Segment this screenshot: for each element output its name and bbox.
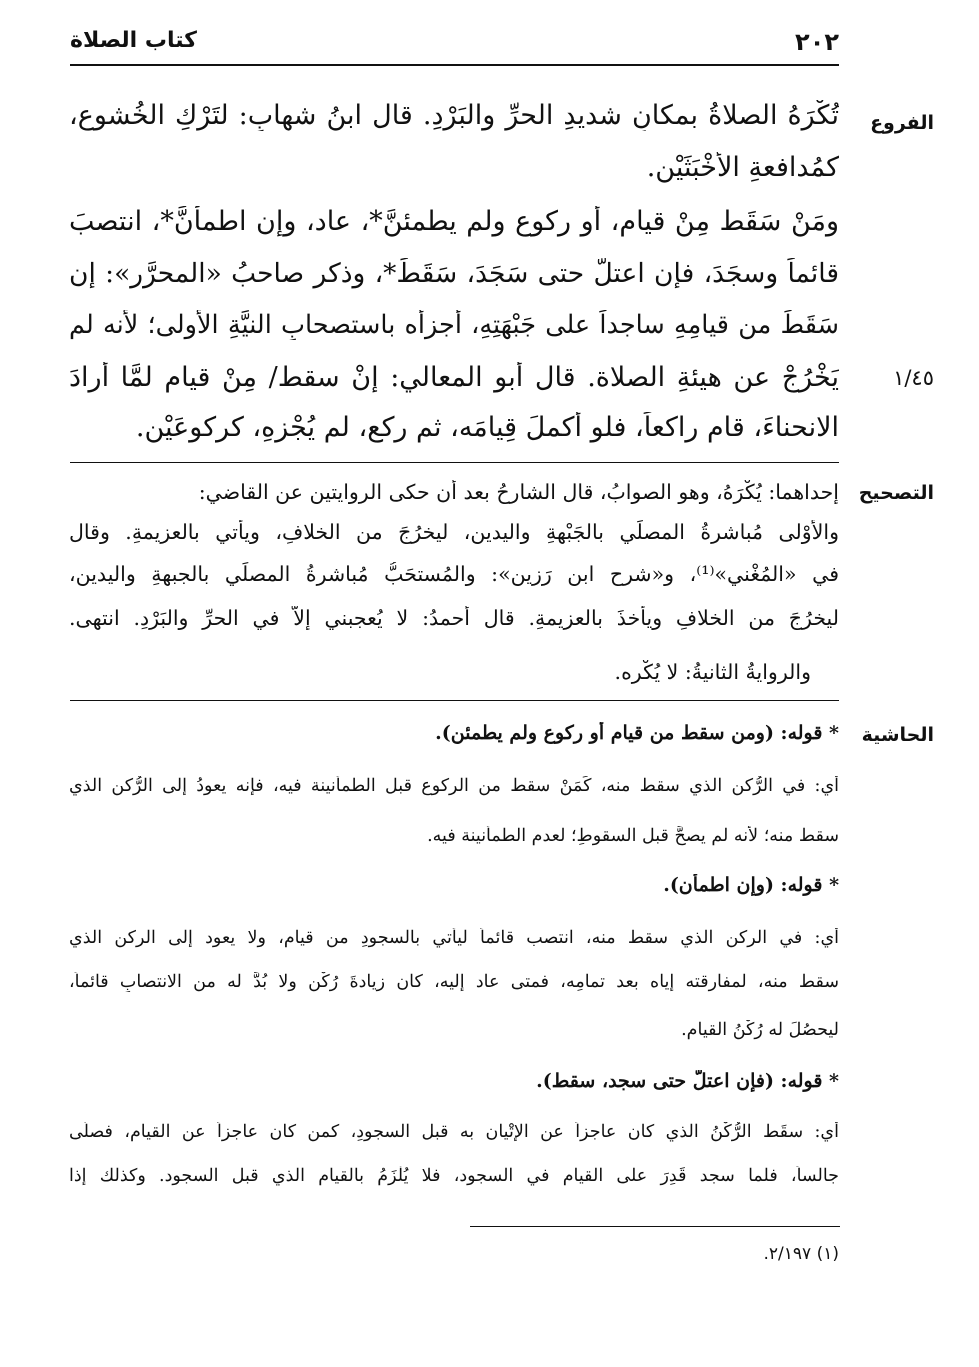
tashih-line: ليخرُجَ من الخلافِ ويأخذَ بالعزيمةِ. قال أحمدُ: لا يُعجبني إلاّ في الحرِّ والبَرْدِ. انتهى.	[69, 606, 839, 630]
hashiya-heading: * قوله: (فإن اعتلَّ حتى سجد، سقط).	[536, 1070, 839, 1092]
hashiya-line: سقط منه؛ لأنه لم يصحَّ قبل السقوطِ؛ لعدم الطمأنينة فيه.	[427, 826, 839, 846]
furu-line: قائماً وسجَدَ، فإن اعتلَّ حتى سَجَدَ، سَقَطَ*، وذكر صاحبُ «المحرَّر»: إن	[69, 258, 839, 289]
footnote-divider	[470, 1226, 840, 1227]
hashiya-line: أي: في الركنِ الذي سقط منه، انتصب قائماً ليأتي بالسجودِ من قيام، ولا يعود إلى الركنِ الذي	[69, 928, 839, 948]
furu-line: يَخْرُجْ عن هيئةِ الصلاة. قال أبو المعالي: إنْ سقط/ مِنْ قيامٍ لمَّا أرادَ	[69, 362, 839, 393]
hashiya-heading: * قوله: (ومن سقط من قيامٍ أو ركوعٍ ولم يطمئن).	[435, 722, 839, 744]
hashiya-line: أي: سقَط الرُّكْنُ الذي كان عاجزاً عن الإتْيان به قبل السجودِ، كمن كان عاجزاً عن القيام، فصلّى	[69, 1122, 839, 1142]
furu-line: سَقَطَ من قيامِهِ ساجداً على جَبْهَتِهِ، أجزأَه باستصحابِ النيَّةِ الأولى؛ لأنه لم	[69, 310, 839, 340]
section-label-hashiya: الحاشية	[861, 724, 934, 746]
section-divider	[70, 700, 839, 701]
footnote: (١) ٢/١٩٧.	[763, 1244, 839, 1264]
tashih-line: والروايةُ الثانيةُ: لا يُكْره.	[614, 660, 811, 684]
running-header	[70, 28, 839, 66]
hashiya-line: جالساً، فلما سجد قَدِرَ على القيام في السجود، فلا يُلْزَمُ بالقيام الذي قبل السجود. وكذلك إذا	[69, 1166, 839, 1186]
furu-line: كمُدافعةِ الأخْبَثَيْنِ.	[646, 152, 839, 183]
tashih-line: في «المُغْني»⁽¹⁾، و«شرح ابن رَزينٍ»: والمُستحَبُّ مُباشرةُ المصلِّي بالجبهةِ واليدين،	[69, 562, 839, 586]
section-label-tashih: التصحيح	[858, 482, 934, 504]
page-number: ٢٠٢	[795, 28, 839, 56]
tashih-line: والأَوْلى مُباشرةُ المصلِّي بالجَبْهةِ واليدين، ليخرُجَ من الخلافِ، ويأتي بالعزيمةِ. وقال	[69, 520, 839, 544]
folio-marker: ١/٤٥	[893, 366, 934, 390]
book-title: كتاب الصلاة	[70, 28, 197, 53]
hashiya-heading: * قوله: (وإن اطمأن).	[663, 874, 839, 896]
section-label-furu: الفروع	[870, 112, 934, 134]
furu-line: تُكْرَهُ الصلاةُ بمكانٍ شديدِ الحرِّ والبَرْدِ. قال ابنُ شهابٍ: لتَرْكِ الخُشوعِ،	[69, 100, 839, 131]
furu-line: الانحناءَ، قام راكعاً، فلو أكملَ قِيامَه، ثم ركع، لم يُجْزِهِ، كركوعَيْنِ.	[135, 412, 839, 443]
hashiya-line: أي: في الرُّكنِ الذي سقط منه، كَمَنْ سقط من الركوع قبل الطمأنينة فيه، فإنه يعودُ إلى الرُّكنِ الذي	[69, 776, 839, 796]
hashiya-line: سقط منه، لمفارقته إياه بعد تمامِه، فمتى عاد إليه، كان زيادةَ رُكْنٍ ولا بُدَّ له من الانتصابِ قائماً،	[69, 972, 839, 992]
hashiya-line: ليحصُلَ له رُكْنُ القيام.	[681, 1020, 839, 1040]
section-divider	[70, 462, 839, 463]
tashih-line: إحداهما: يُكْرَهُ، وهو الصوابُ، قال الشارحُ بعد أن حكى الروايتين عن القاضي:	[198, 480, 839, 504]
furu-line: ومَنْ سَقَط مِنْ قيامٍ، أو ركوعٍ ولم يطمئنَّ*، عاد، وإن اطمأنَّ*، انتصبَ	[69, 206, 839, 237]
